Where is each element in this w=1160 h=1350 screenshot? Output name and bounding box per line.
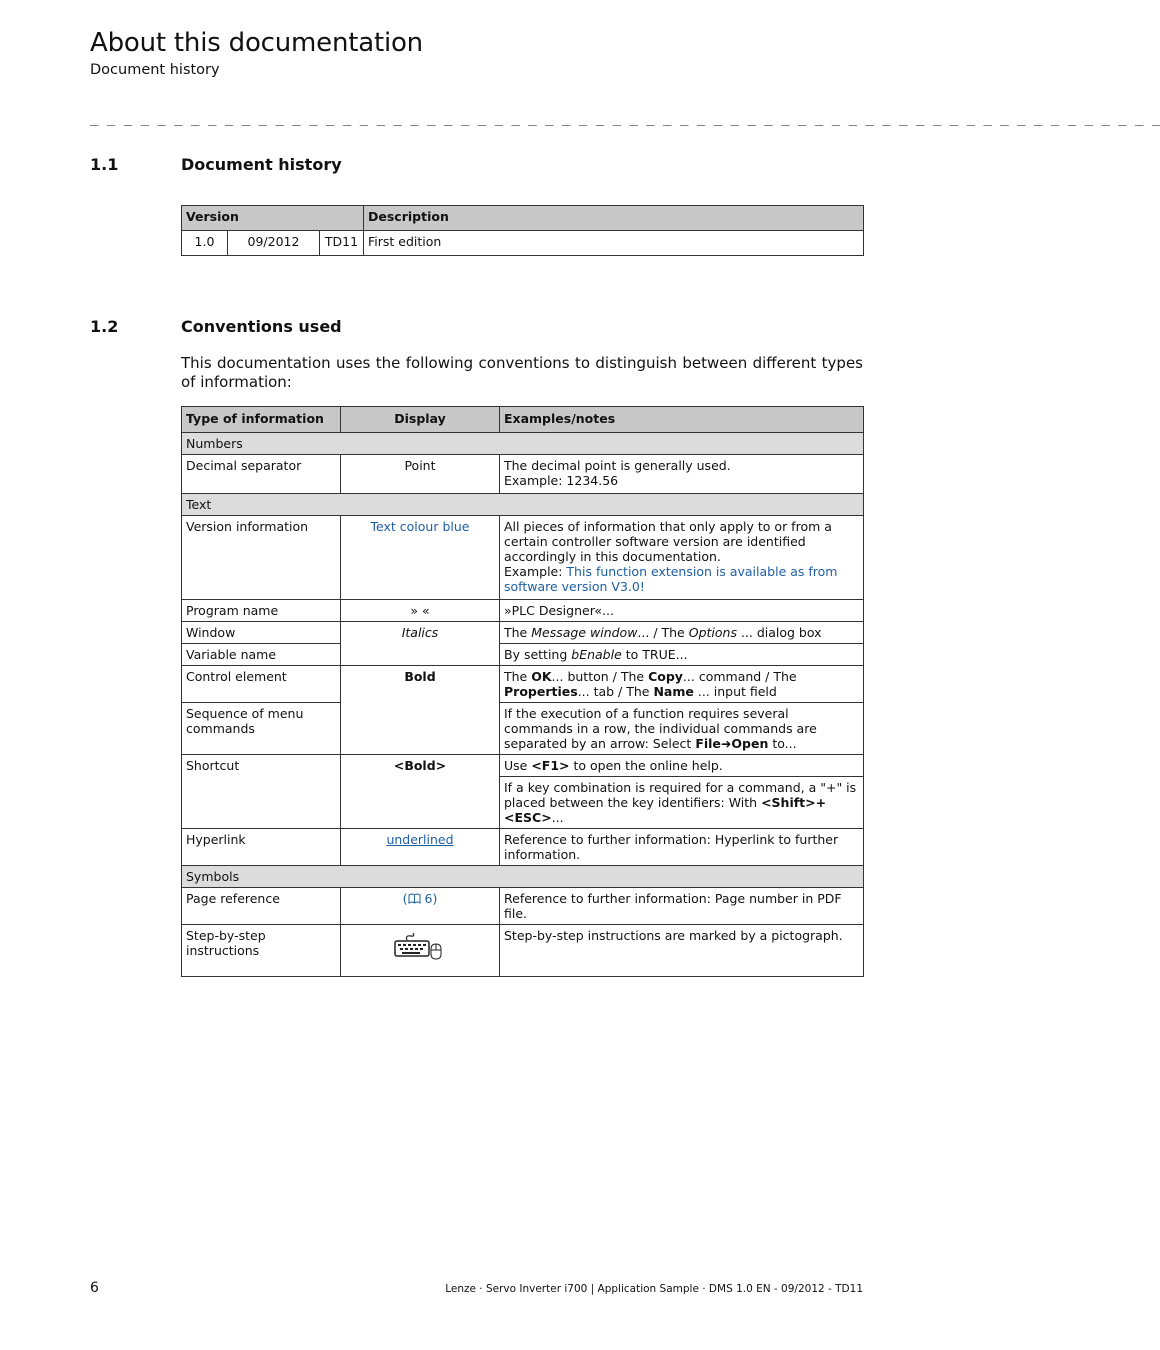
- conventions-table: [181, 406, 864, 977]
- description-cell: First edition: [364, 231, 864, 256]
- table-row: [182, 455, 864, 494]
- table-row: [182, 703, 864, 755]
- note-cell: The decimal point is generally used. Example: 1234.56: [500, 455, 864, 494]
- page-number: 6: [90, 1280, 99, 1296]
- intro-paragraph: This documentation uses the following conventions to distinguish between different types of information:: [181, 354, 863, 391]
- type-cell: Program name: [182, 600, 341, 622]
- display-cell: <Bold>: [341, 755, 500, 829]
- table-row: [182, 516, 864, 600]
- section-title: Document history: [181, 155, 342, 174]
- table-header-description: Description: [364, 206, 864, 231]
- book-icon: [408, 893, 421, 904]
- type-cell: Version information: [182, 516, 341, 600]
- table-row: [182, 829, 864, 866]
- note-cell: All pieces of information that only apply to or from a certain controller software version are identified accordingly in this documentation. Example: This function extension is available as from software version V3.0!: [500, 516, 864, 600]
- table-row: [182, 231, 864, 256]
- display-cell: [341, 925, 500, 977]
- group-row-text: Text: [182, 494, 864, 516]
- section-number: 1.2: [90, 317, 119, 336]
- display-cell: [341, 829, 500, 866]
- type-cell: Sequence of menu commands: [182, 703, 341, 755]
- keyboard-mouse-icon: [393, 932, 447, 960]
- type-cell: Hyperlink: [182, 829, 341, 866]
- note-cell: Step-by-step instructions are marked by a pictograph.: [500, 925, 864, 977]
- display-cell: Point: [341, 455, 500, 494]
- table-row: [182, 925, 864, 977]
- type-cell: Step-by-step instructions: [182, 925, 341, 977]
- note-cell: »PLC Designer«...: [500, 600, 864, 622]
- table-header-version: Version: [182, 206, 364, 231]
- type-cell: Decimal separator: [182, 455, 341, 494]
- note-cell: The Message window... / The Options ... dialog box: [500, 622, 864, 644]
- type-cell: Shortcut: [182, 755, 341, 829]
- table-header-display: Display: [341, 407, 500, 433]
- display-cell: Text colour blue: [341, 516, 500, 600]
- display-cell: » «: [341, 600, 500, 622]
- type-cell: Window: [182, 622, 341, 644]
- note-cell: If the execution of a function requires several commands in a row, the individual commands are separated by an arrow: Select File➜Open to...: [500, 703, 864, 755]
- chapter-title: About this documentation: [90, 28, 423, 58]
- table-row: [182, 888, 864, 925]
- display-cell: Bold: [341, 666, 500, 755]
- header-divider: _ _ _ _ _ _ _ _ _ _ _ _ _ _ _ _ _ _ _ _ _ _ _ _ _ _ _ _ _ _ _ _ _ _ _ _ _ _ _ _ _ _ _ _ _ _ _ _ _ _ _ _ _ _ _ _ _ _ _ _ _ _ _ _: [90, 110, 1160, 126]
- note-cell: Reference to further information: Page number in PDF file.: [500, 888, 864, 925]
- document-history-table: [181, 205, 864, 256]
- section-number: 1.1: [90, 155, 119, 174]
- note-cell: By setting bEnable to TRUE...: [500, 644, 864, 666]
- note-cell: Use <F1> to open the online help.: [500, 755, 864, 777]
- table-row: [182, 755, 864, 777]
- arrow-icon: ➜: [720, 736, 732, 751]
- group-row-numbers: Numbers: [182, 433, 864, 455]
- date-cell: 09/2012: [228, 231, 320, 256]
- hyperlink-example[interactable]: underlined: [386, 832, 454, 847]
- version-cell: 1.0: [182, 231, 228, 256]
- version-example-text: This function extension is available as from software version V3.0!: [504, 564, 838, 594]
- table-header-examples: Examples/notes: [500, 407, 864, 433]
- chapter-subtitle: Document history: [90, 62, 220, 78]
- display-cell: Italics: [341, 622, 500, 666]
- footer-text: Lenze · Servo Inverter i700 | Application Sample · DMS 1.0 EN - 09/2012 - TD11: [445, 1283, 863, 1295]
- type-cell: Page reference: [182, 888, 341, 925]
- code-cell: TD11: [320, 231, 364, 256]
- section-title: Conventions used: [181, 317, 342, 336]
- table-row: [182, 622, 864, 644]
- note-cell: If a key combination is required for a command, a "+" is placed between the key identifiers: With <Shift>+<ESC>...: [500, 777, 864, 829]
- table-row: [182, 600, 864, 622]
- table-header-type: Type of information: [182, 407, 341, 433]
- note-cell: Reference to further information: Hyperlink to further information.: [500, 829, 864, 866]
- type-cell: Control element: [182, 666, 341, 703]
- table-row: [182, 666, 864, 703]
- table-row: [182, 644, 864, 666]
- group-row-symbols: Symbols: [182, 866, 864, 888]
- note-cell: The OK... button / The Copy... command / The Properties... tab / The Name ... input field: [500, 666, 864, 703]
- type-cell: Variable name: [182, 644, 341, 666]
- display-cell[interactable]: ( 6): [341, 888, 500, 925]
